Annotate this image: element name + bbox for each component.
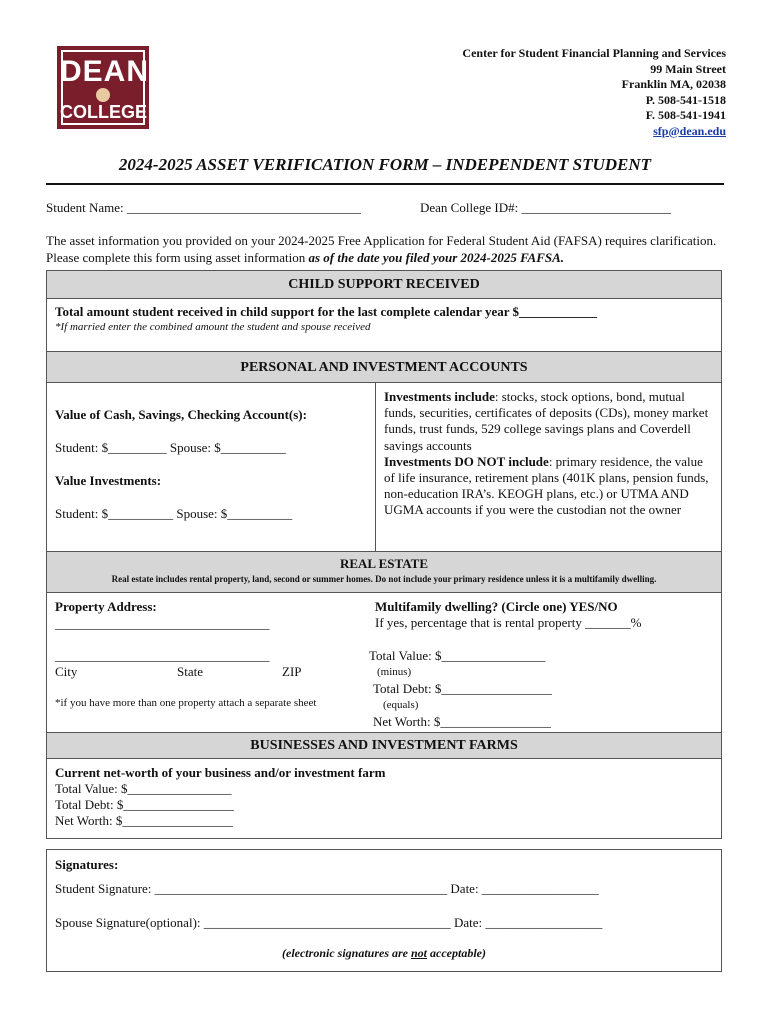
- business-section: [46, 732, 722, 839]
- seal-icon: [96, 88, 110, 102]
- investments-info: [384, 389, 714, 519]
- sheet-star: *: [55, 697, 61, 709]
- child-support-note: [55, 321, 370, 333]
- address-blank-1[interactable]: _________________________________: [55, 616, 270, 631]
- cash-label: Value of Cash, Savings, Checking Account(s):: [55, 407, 307, 422]
- signatures-section: [46, 849, 722, 972]
- business-label: Current net-worth of your business and/or investment farm: [55, 765, 386, 780]
- child-support-line[interactable]: Total amount student received in child support for the last complete calendar year $____________: [55, 304, 598, 319]
- equals-label: (equals): [383, 699, 419, 711]
- investments-line[interactable]: Student: $__________ Spouse: $__________: [55, 506, 293, 521]
- intro-paragraph: [46, 232, 726, 266]
- signatures-label: Signatures:: [55, 857, 119, 872]
- dean-college-logo: [57, 46, 149, 129]
- rental-percentage[interactable]: If yes, percentage that is rental property _______%: [375, 615, 642, 630]
- city-label: City: [55, 664, 78, 679]
- re-total-value[interactable]: Total Value: $________________: [369, 648, 546, 663]
- real-estate-header: REAL ESTATE: [339, 556, 429, 571]
- sheet-note-text: if you have more than one property attach a separate sheet: [60, 697, 317, 709]
- title-rule: [46, 183, 724, 185]
- spouse-signature-line[interactable]: Spouse Signature(optional): ______________________________________ Date: __________________: [55, 915, 603, 930]
- logo-line2: COLLEGE: [60, 102, 148, 122]
- biz-net-worth[interactable]: Net Worth: $_________________: [55, 813, 233, 828]
- exclude-text: : primary residence, the value of life insurance, retirement plans (401K plans, pension funds, non-education IRA’s. KEOGH plans, etc.) or UTMA AND UGMA accounts if you were the custodian not the owner: [384, 453, 709, 518]
- include-label: Investments include: [384, 389, 495, 404]
- child-support-header: CHILD SUPPORT RECEIVED: [47, 271, 721, 299]
- include-text: : stocks, stock options, bond, mutual funds, securities, certificates of deposits (CDs), money market funds, trust funds, 529 college savings plans and Coverdell savings accounts: [384, 389, 709, 453]
- org-name: Center for Student Financial Planning and Services: [462, 46, 726, 60]
- form-title: 2024-2025 ASSET VERIFICATION FORM – INDEPENDENT STUDENT: [118, 155, 652, 174]
- real-estate-header-block: [47, 552, 721, 593]
- intro-emphasis: as of the date you filed your 2024-2025 FAFSA.: [308, 250, 565, 265]
- real-estate-section: [46, 551, 722, 733]
- personal-accounts-section: [46, 351, 722, 552]
- student-name-field[interactable]: Student Name: ____________________________________: [46, 200, 361, 215]
- zip-label: ZIP: [282, 664, 302, 679]
- multifamily-question[interactable]: Multifamily dwelling? (Circle one) YES/NO: [375, 599, 618, 614]
- property-address-label: Property Address:: [55, 599, 157, 614]
- address-block: [462, 46, 726, 139]
- note-text: If married enter the combined amount the student and spouse received: [60, 321, 371, 333]
- real-estate-subheader: Real estate includes rental property, land, second or summer homes. Do not include your primary residence unless it is a multifamily dwelling.: [111, 574, 657, 584]
- phone: P. 508-541-1518: [645, 92, 726, 107]
- re-total-debt[interactable]: Total Debt: $_________________: [373, 681, 552, 696]
- student-id-field[interactable]: Dean College ID#: _______________________: [420, 200, 671, 215]
- address-blank-2[interactable]: _________________________________: [55, 648, 270, 663]
- biz-total-debt[interactable]: Total Debt: $_________________: [55, 797, 234, 812]
- logo-line1: DEAN: [60, 55, 150, 88]
- student-signature-line[interactable]: Student Signature: _____________________________________________ Date: __________________: [55, 881, 599, 896]
- city-line: Franklin MA, 02038: [621, 77, 726, 91]
- signature-note: [47, 946, 721, 961]
- exclude-label: Investments DO NOT include: [384, 453, 549, 469]
- fax: F. 508-541-1941: [645, 108, 726, 122]
- note-pre: (electronic signatures are: [282, 946, 411, 960]
- personal-header: PERSONAL AND INVESTMENT ACCOUNTS: [47, 352, 721, 383]
- state-label: State: [177, 664, 203, 679]
- investments-label: Value Investments:: [55, 473, 162, 488]
- email-link[interactable]: sfp@dean.edu: [653, 123, 726, 138]
- separate-sheet-note: [55, 697, 316, 709]
- note-post: acceptable): [427, 946, 486, 960]
- biz-total-value[interactable]: Total Value: $________________: [55, 781, 232, 796]
- re-net-worth[interactable]: Net Worth: $_________________: [373, 714, 551, 729]
- street: 99 Main Street: [650, 61, 726, 76]
- cash-line[interactable]: Student: $_________ Spouse: $__________: [55, 440, 286, 455]
- note-star: *: [55, 321, 61, 333]
- minus-label: (minus): [377, 666, 412, 678]
- column-divider: [375, 383, 376, 552]
- child-support-section: [46, 270, 722, 352]
- note-not: not: [411, 946, 428, 960]
- business-header: BUSINESSES AND INVESTMENT FARMS: [47, 733, 721, 759]
- intro-text: The asset information you provided on your 2024-2025 Free Application for Federal Student Aid (FAFSA) requires clarification. Please complete this form using asset information: [46, 233, 717, 265]
